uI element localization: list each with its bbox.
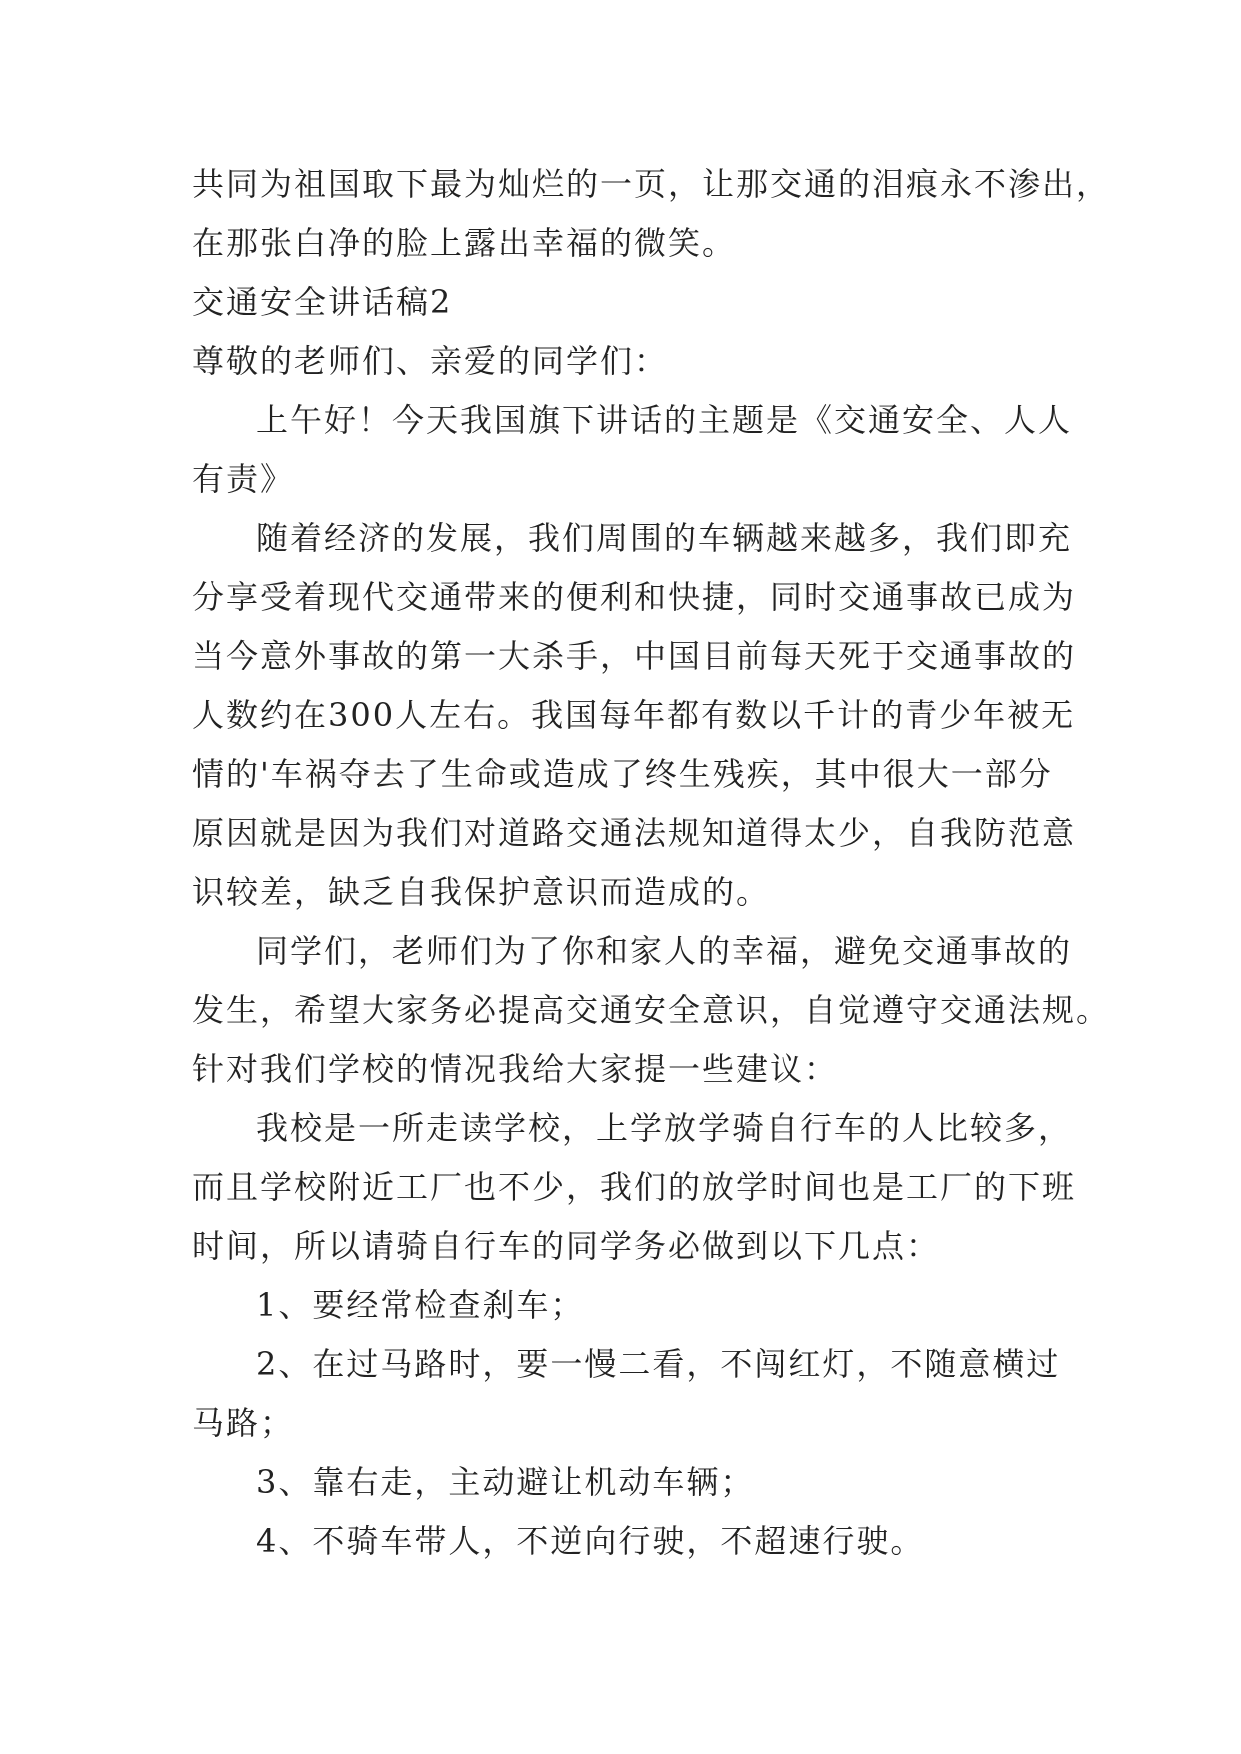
section-heading: 交通安全讲话稿2 xyxy=(192,283,453,321)
text-line: 针对我们学校的情况我给大家提一些建议： xyxy=(192,1050,839,1088)
text-line: 识较差，缺乏自我保护意识而造成的。 xyxy=(192,873,771,911)
list-item: 2、在过马路时，要一慢二看，不闯红灯，不随意横过 xyxy=(256,1345,1061,1383)
salutation: 尊敬的老师们、亲爱的同学们： xyxy=(192,342,669,380)
text-line: 分享受着现代交通带来的便利和快捷，同时交通事故已成为 xyxy=(192,578,1077,616)
document-page xyxy=(192,155,1111,1571)
text-line: 上午好！今天我国旗下讲话的主题是《交通安全、人人 xyxy=(256,401,1073,439)
list-item: 4、不骑车带人，不逆向行驶，不超速行驶。 xyxy=(256,1522,925,1560)
text-line: 随着经济的发展，我们周围的车辆越来越多，我们即充 xyxy=(256,519,1073,557)
text-line: 当今意外事故的第一大杀手，中国目前每天死于交通事故的 xyxy=(192,637,1077,675)
text-line: 人数约在300人左右。我国每年都有数以千计的青少年被无 xyxy=(192,696,1076,734)
text-line: 情的'车祸夺去了生命或造成了终生残疾，其中很大一部分 xyxy=(192,755,1053,793)
text-line: 在那张白净的脸上露出幸福的微笑。 xyxy=(192,224,737,262)
text-line: 我校是一所走读学校，上学放学骑自行车的人比较多， xyxy=(256,1109,1073,1147)
list-item: 3、靠右走，主动避让机动车辆； xyxy=(256,1463,755,1501)
text-line: 时间，所以请骑自行车的同学务必做到以下几点： xyxy=(192,1227,941,1265)
text-line: 发生，希望大家务必提高交通安全意识，自觉遵守交通法规。 xyxy=(192,991,1111,1029)
text-line: 而且学校附近工厂也不少，我们的放学时间也是工厂的下班 xyxy=(192,1168,1077,1206)
text-line: 同学们，老师们为了你和家人的幸福，避免交通事故的 xyxy=(256,932,1073,970)
text-line: 有责》 xyxy=(192,460,295,498)
text-line: 共同为祖国取下最为灿烂的一页，让那交通的泪痕永不渗出， xyxy=(192,165,1111,203)
text-line: 原因就是因为我们对道路交通法规知道得太少，自我防范意 xyxy=(192,814,1077,852)
list-item-continuation: 马路； xyxy=(192,1404,295,1442)
list-item: 1、要经常检查刹车； xyxy=(256,1286,585,1324)
